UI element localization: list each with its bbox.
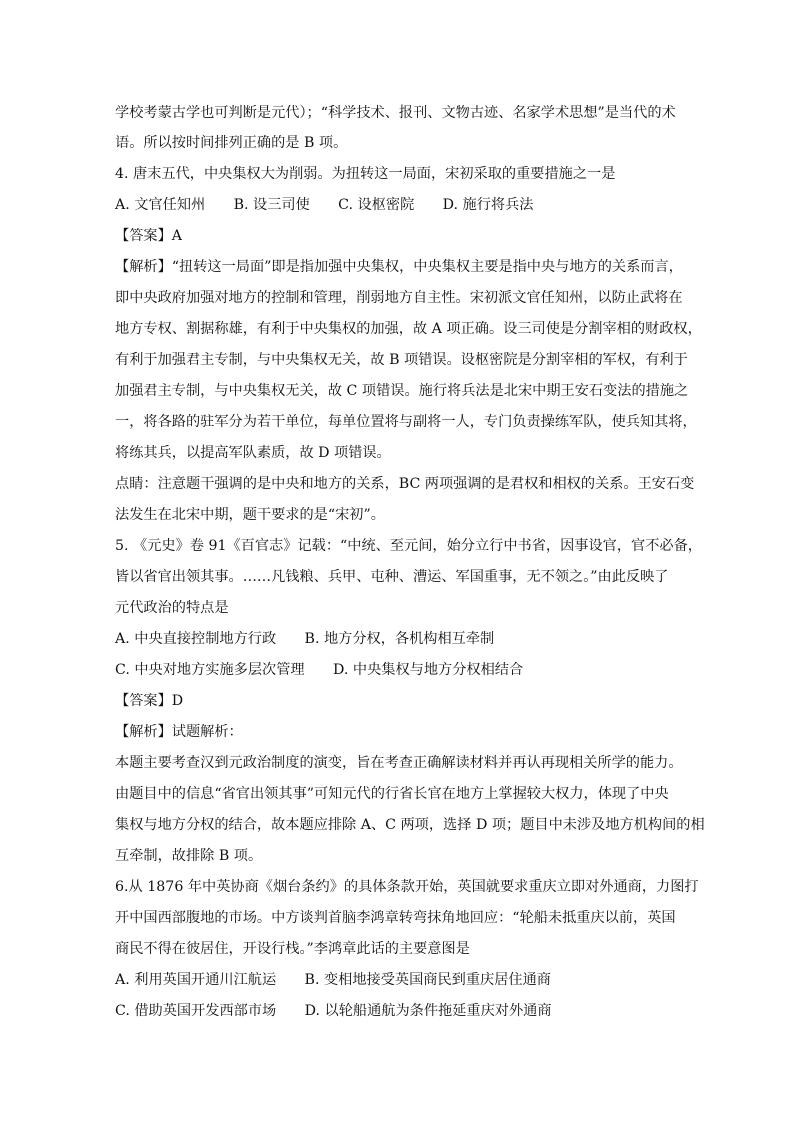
analysis-text: 【解析】“扭转这一局面”即是指加强中央集权，中央集权主要是指中央与地方的关系而言， xyxy=(115,259,683,275)
analysis-text: 地方专权、割据称雄，有利于中央集权的加强，故 A 项正确。设三司使是分割宰相的财政权， xyxy=(115,321,702,337)
text-line: 语。所以按时间排列正确的是 B 项。 xyxy=(115,135,348,151)
analysis-text: 将练其兵，以提高军队素质，故 D 项错误。 xyxy=(115,445,391,461)
analysis-text: 一，将各路的驻军分为若干单位，每单位置将与副将一人，专门负责操练军队，使兵知其将， xyxy=(115,414,697,430)
answer-label: 【答案】D xyxy=(115,693,184,709)
question-6-stem: 开中国西部腹地的市场。中方谈判首脑李鸿章转弯抹角地回应：“轮船未抵重庆以前，英国 xyxy=(115,910,676,926)
analysis-text: 集权与地方分权的结合，故本题应排除 A、C 两项，选择 D 项；题目中未涉及地方机构间的相 xyxy=(115,817,705,833)
tip-text: 法发生在北宋中期，题干要求的是“宋初”。 xyxy=(115,507,385,523)
analysis-text: 由题目中的信息“省官出领其事”可知元代的行省长官在地方上掌握较大权力，体现了中央 xyxy=(115,786,669,802)
answer-label: 【答案】A xyxy=(115,228,182,244)
question-5-stem: 5. 《元史》卷 91《百官志》记载：“中统、至元间，始分立行中书省，因事设官，官不必备， xyxy=(115,538,702,554)
question-5-options: C. 中央对地方实施多层次管理 D. 中央集权与地方分权相结合 xyxy=(115,662,524,678)
analysis-text: 有利于加强君主专制，与中央集权无关，故 B 项错误。设枢密院是分割宰相的军权，有利于 xyxy=(115,352,688,368)
analysis-text: 本题主要考查汉到元政治制度的演变，旨在考查正确解读材料并再认再现相关所学的能力。 xyxy=(115,755,683,771)
tip-text: 点睛：注意题干强调的是中央和地方的关系，BC 两项强调的是君权和相权的关系。王安石变 xyxy=(115,476,695,492)
analysis-label: 【解析】试题解析： xyxy=(115,724,243,740)
analysis-text: 加强君主专制，与中央集权无关，故 C 项错误。施行将兵法是北宋中期王安石变法的措施之 xyxy=(115,383,689,399)
question-4-options: A. 文官任知州 B. 设三司使 C. 设枢密院 D. 施行将兵法 xyxy=(115,197,534,213)
question-6-stem: 商民不得在彼居住，开设行栈。”李鸿章此话的主要意图是 xyxy=(115,941,470,957)
question-5-options: A. 中央直接控制地方行政 B. 地方分权，各机构相互牵制 xyxy=(115,631,495,647)
question-5-stem: 元代政治的特点是 xyxy=(115,600,229,616)
question-6-options: A. 利用英国开通川江航运 B. 变相地接受英国商民到重庆居住通商 xyxy=(115,972,551,988)
analysis-text: 互牵制，故排除 B 项。 xyxy=(115,848,263,864)
question-6-stem: 6.从 1876 年中英协商《烟台条约》的具体条款开始，英国就要求重庆立即对外通商，力图打 xyxy=(115,879,699,895)
analysis-text: 即中央政府加强对地方的控制和管理，削弱地方自主性。宋初派文官任知州，以防止武将在 xyxy=(115,290,683,306)
question-4-stem: 4. 唐末五代，中央集权大为削弱。为扭转这一局面，宋初采取的重要措施之一是 xyxy=(115,166,616,182)
question-6-options: C. 借助英国开发西部市场 D. 以轮船通航为条件拖延重庆对外通商 xyxy=(115,1003,552,1019)
question-5-stem: 皆以省官出领其事。……凡钱粮、兵甲、屯种、漕运、军国重事，无不领之。”由此反映了 xyxy=(115,569,669,585)
text-line: 学校考蒙古学也可判断是元代）；“科学技术、报刊、文物古迹、名家学术思想”是当代的术 xyxy=(115,105,676,121)
